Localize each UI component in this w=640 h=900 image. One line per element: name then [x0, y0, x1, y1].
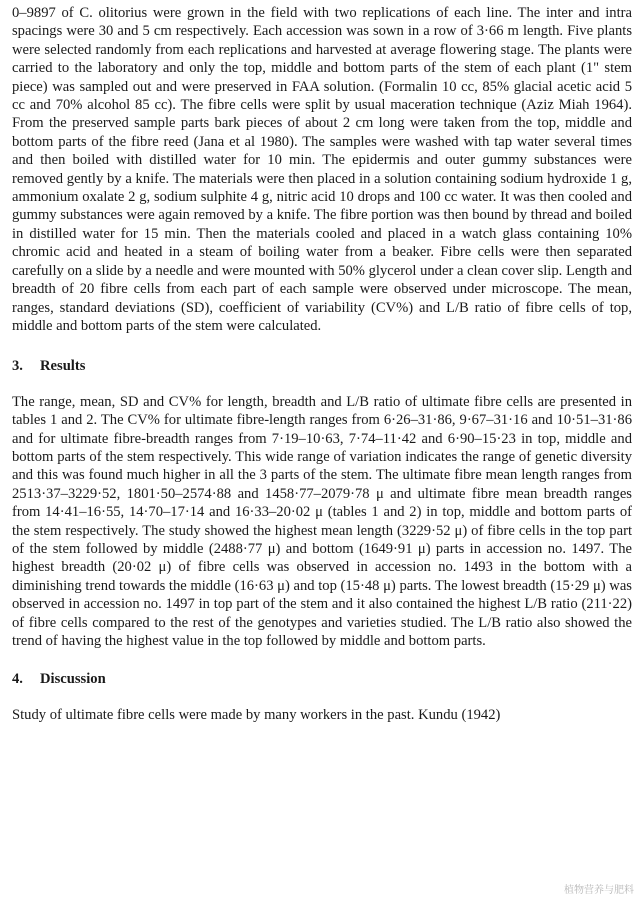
results-heading — [12, 357, 632, 375]
discussion-paragraph: Study of ultimate fibre cells were made by many workers in the past. Kundu (1942) — [12, 706, 501, 723]
discussion-heading — [12, 670, 632, 688]
watermark: 植物营养与肥料 — [564, 885, 634, 896]
methods-paragraph: 0–9897 of C. olitorius were grown in the field with two replications of each line. The inter and intra spacings were 30 and 5 cm respectively. Each accession was sown in a row of 3·66 m length. Five plants were selected randomly from each replications and harvested at average flowering stage. The plants were carried to the laboratory and only the top, middle and bottom parts of the stem of each plant (1" stem piece) was sampled out and were preserved in FAA solution. (Formalin 10 cc, 85% glacial acetic acid 5 cc and 70% alcohol 85 cc). The fibre cells were split by usual maceration technique (Aziz Miah 1964). From the preserved sample parts bark pieces of about 2 cm long were taken from the top, middle and bottom parts of the fibre reed (Jana et al 1980). The samples were washed with tap water several times and then boiled with distilled water for 10 min. The epidermis and outer gummy substances were removed gently by a knife. The materials were then placed in a solution containing sodium hydroxide 1 g, ammonium oxalate 2 g, sodium sulphite 4 g, nitric acid 10 drops and 100 cc water. It was then cooled and gummy substances were again removed by a knife. The fibre portion was then bound by thread and boiled in distilled water for 15 min. Then the materials cooled and placed in a watch glass containing 10% chromic acid and heated in a steam of boiling water from a beaker. Fibre cells were then separated carefully on a slide by a needle and were mounted with 50% glycerol under a clean cover slip. Length and breadth of 20 fibre cells from each part of each sample were observed under microscope. The mean, ranges, standard deviations (SD), coefficient of variability (CV%) and L/B ratio of fibre cells of top, middle and bottom parts of the stem were calculated. — [12, 5, 633, 334]
discussion-section-title: Discussion — [40, 671, 106, 688]
results-section-title: Results — [40, 358, 86, 375]
results-section-number: 3. — [12, 358, 23, 375]
results-paragraph: The range, mean, SD and CV% for length, breadth and L/B ratio of ultimate fibre cells are presented in tables 1 and 2. The CV% for ultimate fibre-length ranges from 6·26–31·86, 9·67–31·16 and 10·51–31·86 and for ultimate fibre-breadth ranges from 7·19–10·63, 7·74–11·42 and 6·90–15·23 in top, middle and bottom parts of the stem respectively. This wide range of variation indicates the range of genetic diversity and this was found much higher in all the 3 parts of the stem. The ultimate fibre mean length ranges from 2513·37–3229·52, 1801·50–2574·88 and 1458·77–2079·78 μ and ultimate fibre mean breadth ranges from 14·41–16·55, 14·70–17·14 and 16·33–20·02 μ (tables 1 and 2) in top, middle and bottom parts of the stem respectively. The study showed the highest mean length (3229·52 μ) of fibre cells in the top part of the stem followed by middle (2488·77 μ) and bottom (1649·91 μ) parts in accession no. 1497. The highest breadth (20·02 μ) of fibre cells was observed in accession no. 1493 in the bottom with a diminishing trend towards the middle (16·63 μ) and top (15·48 μ) parts. The lowest breadth (15·29 μ) was observed in accession no. 1497 in top part of the stem and it also contained the highest L/B ratio (211·22) of fibre cells compared to the rest of the genotypes and varieties studied. The L/B ratio also showed the trend of having the highest value in the top followed by middle and bottom parts. — [12, 393, 632, 649]
paper-page — [12, 2, 632, 724]
discussion-section-number: 4. — [12, 671, 23, 688]
